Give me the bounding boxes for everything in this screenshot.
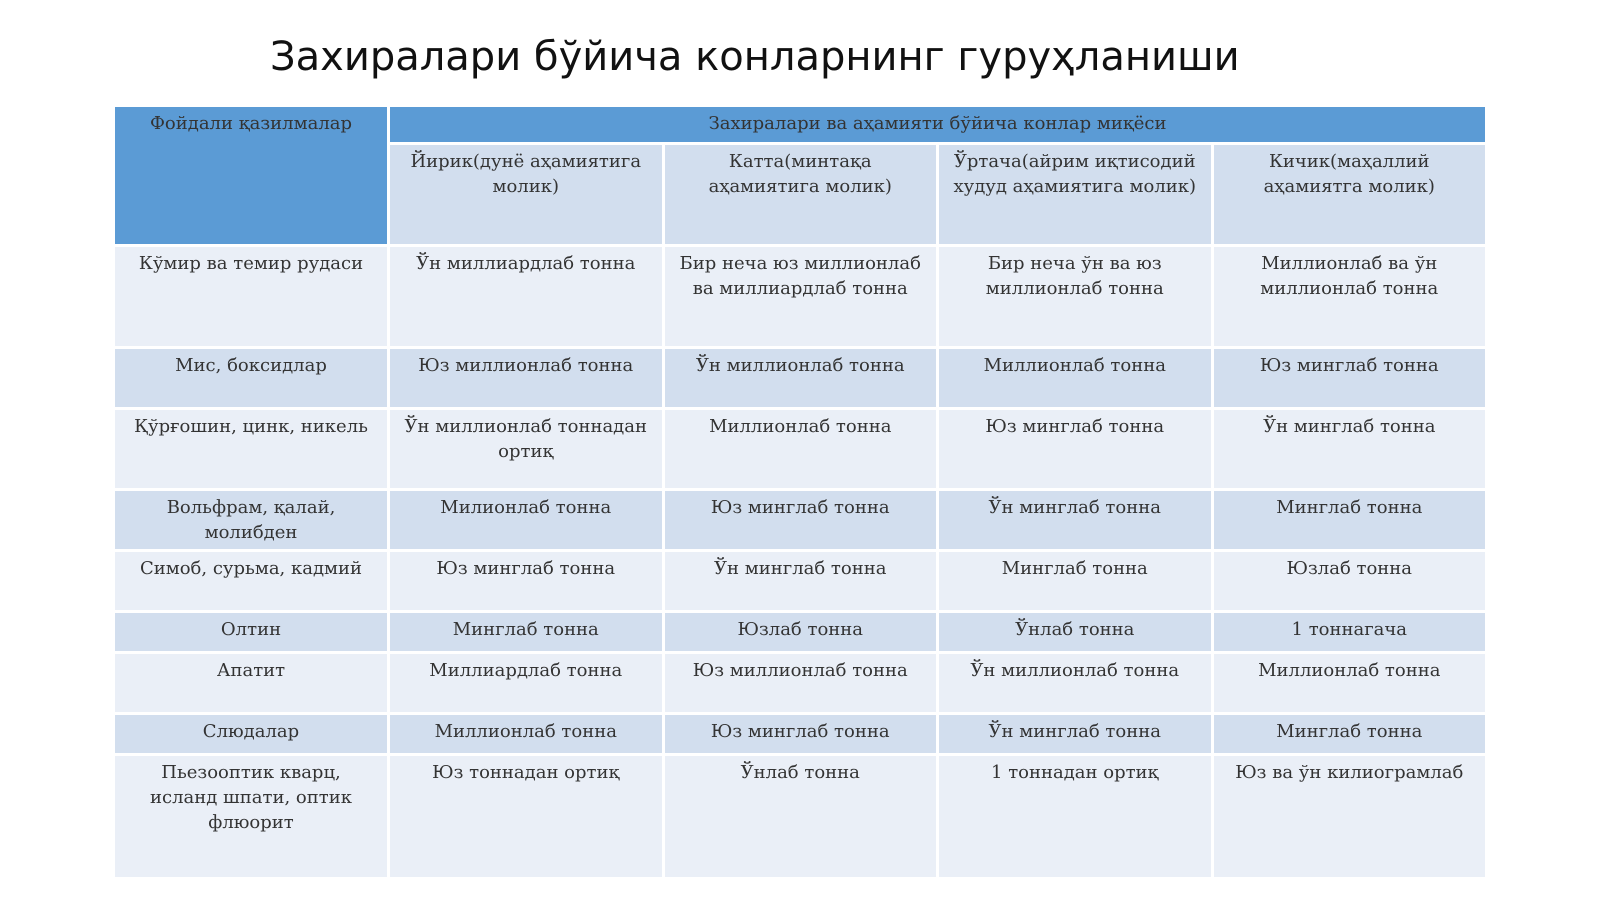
mineral-cell: Олтин [114, 612, 389, 653]
value-cell: Миллионлаб тонна [1212, 653, 1487, 714]
table-row [114, 551, 1487, 612]
header-medium: Ўртача(айрим иқтисодий худуд аҳамиятига молик) [938, 144, 1213, 246]
mineral-cell: Вольфрам, қалай, молибден [114, 490, 389, 551]
value-cell: Миллионлаб тонна [938, 348, 1213, 409]
value-cell: Минглаб тонна [389, 612, 664, 653]
value-cell: Юз минглаб тонна [663, 490, 938, 551]
mineral-cell: Пьезооптик кварц, исланд шпати, оптик флюорит [114, 755, 389, 879]
header-mineral: Фойдали қазилмалар [114, 106, 389, 246]
value-cell: Юз ва ўн килиограмлаб [1212, 755, 1487, 879]
table-row [114, 246, 1487, 348]
mineral-cell: Қўрғошин, цинк, никель [114, 409, 389, 490]
value-cell: Миллиардлаб тонна [389, 653, 664, 714]
value-cell: Бир неча юз миллионлаб ва миллиардлаб тонна [663, 246, 938, 348]
table-row [114, 714, 1487, 755]
table-row [114, 755, 1487, 879]
mineral-cell: Апатит [114, 653, 389, 714]
value-cell: Бир неча ўн ва юз миллионлаб тонна [938, 246, 1213, 348]
mineral-cell: Мис, боксидлар [114, 348, 389, 409]
value-cell: Миллионлаб тонна [389, 714, 664, 755]
value-cell: Минглаб тонна [1212, 490, 1487, 551]
header-large: Йирик(дунё аҳамиятига молик) [389, 144, 664, 246]
table-row [114, 490, 1487, 551]
value-cell: Милионлаб тонна [389, 490, 664, 551]
value-cell: Ўн минглаб тонна [1212, 409, 1487, 490]
mineral-deposits-table [112, 104, 1488, 880]
value-cell: 1 тоннадан ортиқ [938, 755, 1213, 879]
value-cell: Ўн миллиардлаб тонна [389, 246, 664, 348]
value-cell: Миллионлаб ва ўн миллионлаб тонна [1212, 246, 1487, 348]
value-cell: Ўн миллионлаб тонна [938, 653, 1213, 714]
header-big: Катта(минтақа аҳамиятига молик) [663, 144, 938, 246]
mineral-cell: Слюдалар [114, 714, 389, 755]
value-cell: Юз миллионлаб тонна [663, 653, 938, 714]
table-row [114, 409, 1487, 490]
value-cell: Ўн минглаб тонна [663, 551, 938, 612]
value-cell: Юз миллионлаб тонна [389, 348, 664, 409]
value-cell: Ўнлаб тонна [663, 755, 938, 879]
header-group: Захиралари ва аҳамияти бўйича конлар миқёси [389, 106, 1487, 144]
value-cell: Юз минглаб тонна [663, 714, 938, 755]
value-cell: Миллионлаб тонна [663, 409, 938, 490]
value-cell: Юз тоннадан ортиқ [389, 755, 664, 879]
value-cell: Юзлаб тонна [663, 612, 938, 653]
page-title: Захиралари бўйича конларнинг гуруҳланиши [270, 34, 1240, 80]
table-row [114, 653, 1487, 714]
mineral-cell: Симоб, сурьма, кадмий [114, 551, 389, 612]
value-cell: Ўн миллионлаб тоннадан ортиқ [389, 409, 664, 490]
table-row [114, 348, 1487, 409]
value-cell: Ўн миллионлаб тонна [663, 348, 938, 409]
value-cell: 1 тоннагача [1212, 612, 1487, 653]
table-row [114, 612, 1487, 653]
value-cell: Ўн минглаб тонна [938, 714, 1213, 755]
value-cell: Ўн минглаб тонна [938, 490, 1213, 551]
value-cell: Юзлаб тонна [1212, 551, 1487, 612]
value-cell: Юз минглаб тонна [938, 409, 1213, 490]
value-cell: Юз минглаб тонна [1212, 348, 1487, 409]
value-cell: Минглаб тонна [1212, 714, 1487, 755]
mineral-cell: Кўмир ва темир рудаси [114, 246, 389, 348]
value-cell: Юз минглаб тонна [389, 551, 664, 612]
header-small: Кичик(маҳаллий аҳамиятга молик) [1212, 144, 1487, 246]
value-cell: Ўнлаб тонна [938, 612, 1213, 653]
value-cell: Минглаб тонна [938, 551, 1213, 612]
